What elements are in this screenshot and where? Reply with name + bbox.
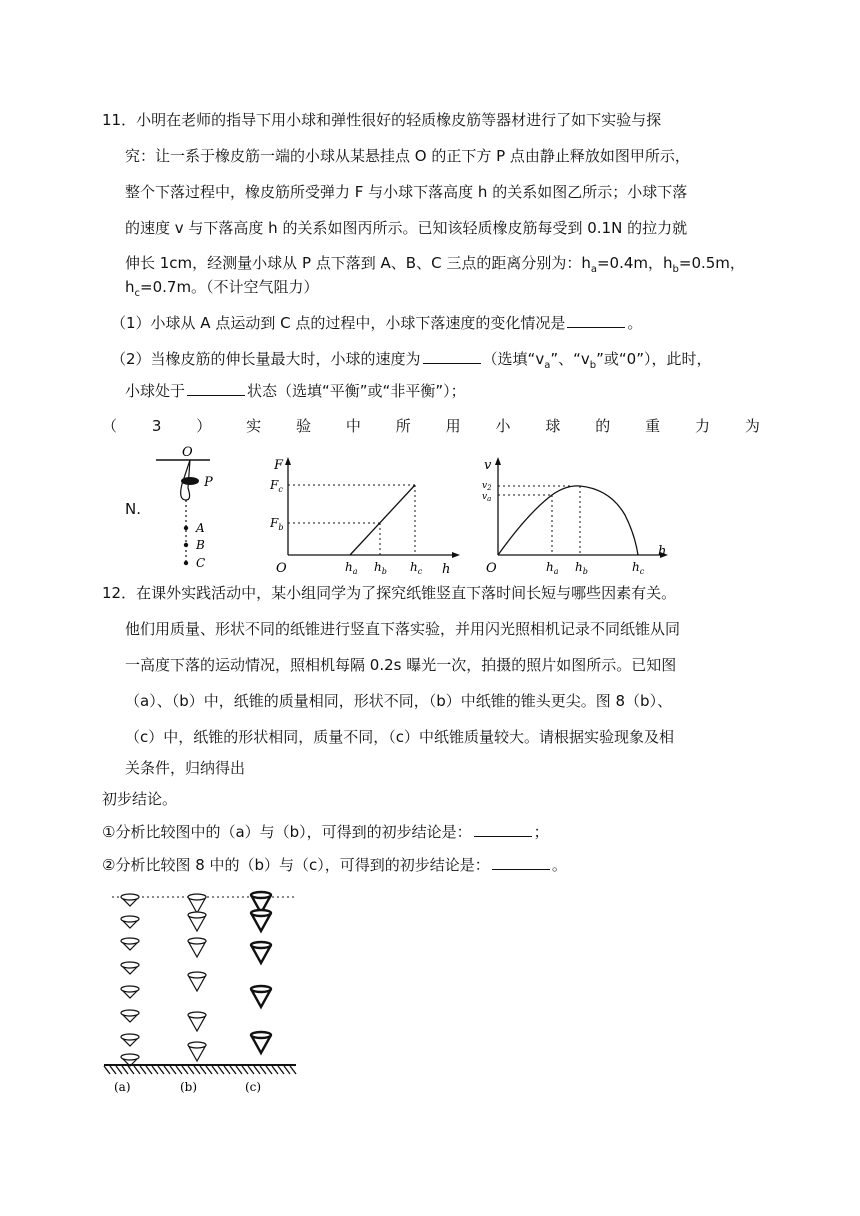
cone-b-5-rim bbox=[188, 1042, 206, 1048]
answer-blank-3[interactable] bbox=[187, 381, 245, 396]
figure-yi-f-h-graph bbox=[270, 455, 465, 575]
q12-number: 12． bbox=[102, 584, 137, 602]
hatch-mark bbox=[182, 1066, 188, 1074]
cone-column-a bbox=[121, 894, 139, 1066]
tick-ha: $h_a$ bbox=[546, 560, 559, 575]
tick-fc: $F_c$ bbox=[270, 478, 283, 494]
hatch-mark bbox=[206, 1066, 212, 1074]
cone-a-1-rim bbox=[121, 916, 139, 922]
hatch-mark bbox=[158, 1066, 164, 1074]
cone-b-0-rim bbox=[188, 894, 206, 900]
fig-jia-label-o: O bbox=[182, 445, 193, 460]
y-axis-label: v bbox=[484, 458, 492, 473]
hatch-mark bbox=[272, 1066, 278, 1074]
cone-a-5-rim bbox=[121, 1010, 139, 1016]
cone-a-4-rim bbox=[121, 986, 139, 992]
hatch-mark bbox=[140, 1066, 146, 1074]
tick-va: $v_a$ bbox=[482, 492, 492, 503]
q12-line-5: （c）中，纸锥的形状相同，质量不同，（c）中纸锥质量较大。请根据实验现象及相 bbox=[125, 728, 674, 746]
answer-blank-5[interactable] bbox=[492, 855, 550, 870]
q11-part-1: （1）小球从 A 点运动到 C 点的过程中，小球下落速度的变化情况是 。 bbox=[111, 314, 643, 332]
cone-a-6-rim bbox=[121, 1034, 139, 1040]
q11-number: 11． bbox=[102, 111, 137, 129]
cone-b-3-rim bbox=[188, 972, 206, 978]
tick-v2: $v_2$ bbox=[482, 481, 492, 492]
q12-line-2: 他们用质量、形状不同的纸锥进行竖直下落实验，并用闪光照相机记录不同纸锥从同 bbox=[125, 620, 681, 638]
fig-jia-label-a: A bbox=[196, 521, 205, 535]
hatch-mark bbox=[188, 1066, 194, 1074]
ball bbox=[181, 477, 199, 485]
origin-label: O bbox=[486, 561, 497, 575]
point-b bbox=[184, 543, 188, 547]
cone-c-3-rim bbox=[251, 986, 271, 992]
hatch-mark bbox=[242, 1066, 248, 1074]
hatch-mark bbox=[218, 1066, 224, 1074]
hatch-mark bbox=[122, 1066, 128, 1074]
answer-blank-1[interactable] bbox=[567, 313, 625, 328]
cone-b-2-rim bbox=[188, 938, 206, 944]
hatch-mark bbox=[134, 1066, 140, 1074]
q11-line-4: 的速度 v 与下落高度 h 的关系如图丙所示。已知该轻质橡皮筋每受到 0.1N 的拉力就 bbox=[125, 219, 688, 237]
hatch-mark bbox=[266, 1066, 272, 1074]
q11-part-3: （ 3 ） 实 验 中 所 用 小 球 的 重 力 为 bbox=[102, 417, 760, 435]
q11-part-2-line-2: 小球处于 状态（选填“平衡”或“非平衡”）； bbox=[125, 382, 466, 400]
cone-c-0-rim bbox=[251, 892, 271, 898]
cone-a-0-rim bbox=[121, 894, 139, 900]
q11-line-3: 整个下落过程中，橡皮筋所受弹力 F 与小球下落高度 h 的关系如图乙所示；小球下落 bbox=[125, 183, 688, 201]
hatch-mark bbox=[212, 1066, 218, 1074]
hatch-mark bbox=[254, 1066, 260, 1074]
fig-jia-label-b: B bbox=[196, 538, 205, 552]
hatch-mark bbox=[194, 1066, 200, 1074]
x-axis-label: h bbox=[442, 562, 451, 575]
ground-hatch bbox=[104, 1066, 296, 1074]
cone-b-1-rim bbox=[188, 912, 206, 918]
tick-hb: $h_b$ bbox=[374, 560, 387, 575]
hatch-mark bbox=[146, 1066, 152, 1074]
cone-a-2-rim bbox=[121, 938, 139, 944]
answer-blank-4[interactable] bbox=[474, 822, 532, 837]
q11-line-6: $h_c=0.7m$。（不计空气阻力） bbox=[125, 278, 319, 299]
q11-part-3-unit: N. bbox=[125, 500, 141, 518]
q11-line-5: 伸长 1cm，经测量小球从 P 点下落到 A、B、C 三点的距离分别为：$h_a=0.4m$，$h_b=0.5m$， bbox=[125, 254, 745, 275]
hatch-mark bbox=[260, 1066, 266, 1074]
answer-blank-2[interactable] bbox=[423, 349, 481, 364]
q12-line-3: 一高度下落的运动情况，照相机每隔 0.2s 曝光一次，拍摄的照片如图所示。已知图 bbox=[125, 656, 677, 674]
hatch-mark bbox=[236, 1066, 242, 1074]
hatch-mark bbox=[200, 1066, 206, 1074]
hatch-mark bbox=[284, 1066, 290, 1074]
hatch-mark bbox=[248, 1066, 254, 1074]
cone-a-3-rim bbox=[121, 962, 139, 968]
hatch-mark bbox=[224, 1066, 230, 1074]
cone-a-7-rim bbox=[121, 1054, 139, 1060]
q12-line-1: 12．在课外实践活动中，某小组同学为了探究纸锥竖直下落时间长短与哪些因素有关。 bbox=[102, 584, 677, 602]
tick-hc: $h_c$ bbox=[410, 560, 423, 575]
label-c: (c) bbox=[245, 1080, 262, 1094]
force-line bbox=[350, 485, 415, 555]
velocity-curve bbox=[498, 486, 638, 555]
label-a: (a) bbox=[114, 1080, 131, 1094]
q12-line-7: 初步结论。 bbox=[102, 790, 178, 808]
figure-falling-cones bbox=[100, 885, 300, 1100]
tick-fb: $F_b$ bbox=[270, 516, 284, 532]
tick-hb: $h_b$ bbox=[575, 560, 588, 575]
hatch-mark bbox=[104, 1066, 110, 1074]
fig-jia-label-c: C bbox=[196, 556, 206, 570]
hatch-mark bbox=[170, 1066, 176, 1074]
hatch-mark bbox=[290, 1066, 296, 1074]
point-c bbox=[184, 561, 188, 565]
q12-item-1: ①分析比较图中的（a）与（b），可得到的初步结论是： ； bbox=[102, 823, 549, 841]
figure-bing-v-h-graph bbox=[480, 455, 675, 575]
q11-line-1: 11．小明在老师的指导下用小球和弹性很好的轻质橡皮筋等器材进行了如下实验与探 bbox=[102, 111, 662, 129]
hatch-mark bbox=[176, 1066, 182, 1074]
y-axis-label: F bbox=[274, 458, 284, 473]
q12-item-2: ②分析比较图 8 中的（b）与（c），可得到的初步结论是： 。 bbox=[102, 856, 567, 874]
tick-hc: $h_c$ bbox=[632, 560, 645, 575]
tick-ha: $h_a$ bbox=[345, 560, 358, 575]
hatch-mark bbox=[110, 1066, 116, 1074]
label-b: (b) bbox=[180, 1080, 198, 1094]
cone-column-b bbox=[188, 894, 206, 1061]
hatch-mark bbox=[152, 1066, 158, 1074]
point-a bbox=[184, 526, 188, 530]
cone-b-4-rim bbox=[188, 1012, 206, 1018]
fig-jia-label-p: P bbox=[204, 475, 213, 490]
q11-part-2: （2）当橡皮筋的伸长量最大时，小球的速度为 （选填“$v_a$”、“$v_b$”或“0”），此时， bbox=[111, 350, 712, 371]
q11-line-2: 究：让一系于橡皮筋一端的小球从某悬挂点 O 的正下方 P 点由静止释放如图甲所示， bbox=[125, 147, 690, 165]
hatch-mark bbox=[128, 1066, 134, 1074]
cone-c-1-rim bbox=[251, 910, 271, 916]
hatch-mark bbox=[230, 1066, 236, 1074]
hatch-mark bbox=[164, 1066, 170, 1074]
figure-jia bbox=[150, 440, 230, 570]
hatch-mark bbox=[116, 1066, 122, 1074]
q12-line-4: （a）、（b）中，纸锥的质量相同，形状不同，（b）中纸锥的锥头更尖。图 8（b）、 bbox=[125, 692, 673, 710]
q12-line-6: 关条件，归纳得出 bbox=[125, 759, 246, 777]
cone-c-4-rim bbox=[251, 1032, 271, 1038]
x-axis-label: h bbox=[658, 544, 667, 559]
origin-label: O bbox=[276, 561, 287, 575]
cone-column-c bbox=[251, 892, 271, 1053]
cone-c-2-rim bbox=[251, 942, 271, 948]
hatch-mark bbox=[278, 1066, 284, 1074]
